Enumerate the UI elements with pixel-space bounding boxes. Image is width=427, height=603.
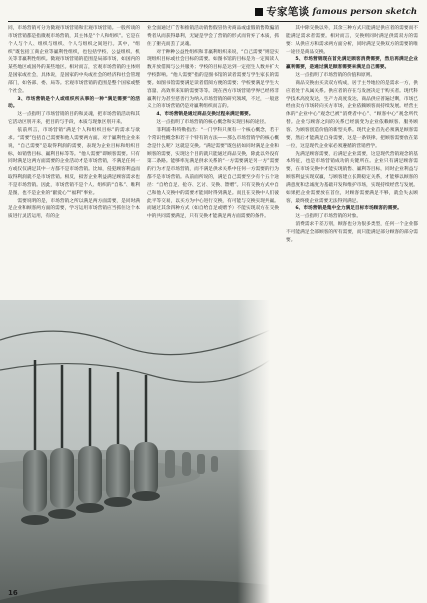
paragraph: 菲利浦·科特勒指出：“一门学科只须有一个核心概念，若干个常识性概念和若干个特有的方法——那么市场营销学的核心概念是什么呢？这就是交换。“满足需要”既包括如同时满足企业和顾客的需要，实现这个目的就只能通过商品交换，除此以外没有第二条路。能够率先满足供求关系的“一方需要满足另一方”需要的行为才是市场营销，而不满足供求关系中任何一方需要的行为都不是市场营销。从前面所说的，满足自己需要至少有个五个途径：“自给自足、抢夺、乞讨、交换、馈赠”。只有交换方式中自己和他人交换中的需要才能同时得到满足。而且在交换中人们彼此平等交易，以买方为中心进行交换，有可能与交换实现共赢。而通过其余四种方式（如自给自足或赠予）不能实现双方在交换中的共同需要满足，只有交换才能满足两方面需要的条件。	[147, 127, 279, 220]
paragraph: 这一点指明了市场营销的价值和原则。	[295, 73, 376, 79]
text-column-3	[286, 25, 418, 445]
paragraph: 其中除交换以外，其余三种方式只能满足供应者的需要而不能满足需求者需要。相对而言，交换则同时满足供需双方的需要：从供应方和需求两方面分析，同时满足交换双方的需要的唯一途径是商品交换。	[286, 26, 418, 55]
photo-illustration	[0, 300, 270, 603]
page-number: 16	[8, 589, 18, 597]
paragraph: 依前所言，市场营销“满足个人和组织目标”的需求与欲求。“需要”包括自己需要和他人需要两方面。对于赢利性企业来说，“自己需要”是取得利润的需要，表现为企业目标和组织目标，如销售目标、赢利目标等等。“他人需要”即顾客需要。只有同时满足这两方面需要的企业活动才是市场营销，不满足任何一方或仅仅满足其中一方都不是市场营销。比如，侵犯顾客利益而取得利润就不是市场营销。相反，损害企业利益满足顾客需求也不是市场营销。因此，市场营销不是个人、组织的“自私”、唯利是图，也不是企业的“献爱心”“福利”事业。	[8, 127, 140, 196]
paragraph: 这一点指明了市场营销的核心概念和实现目标的途径。	[156, 120, 269, 126]
paragraph: 这一点指明了市场营销的目的和灵魂，把市场营销活动和其它活动区别开来，把目的与手段，本质与现象区别开来。	[8, 112, 140, 126]
section-heading: 6、市场营销是集中全力满足目标市场顾客的需要。	[295, 206, 402, 212]
header-divider	[8, 21, 419, 22]
telephone-handsets-photo	[0, 300, 270, 603]
header-square-icon	[255, 8, 263, 16]
paragraph: 同，市场营销可分为微观市场营销和宏观市场营销。一般所谈的市场营销都是指微观市场营销，其主体是“个人和组织”。它是在个人与个人、组织与组织、个人与组织之间进行。其中，“组织”既包括工商企业等赢利性组织，也包括学校、公益组织、机关等非赢利性组织。微观市场营销的范围是局部市场，如国内的某些地区或国外的某些地区。相对而言，宏观市场营销的主体则是国家或社会，具体说，是国家的中央或社会的经济和社会管理部门，如各部、委、局等。宏观市场营销的范围是整个国家或整个社会。	[8, 26, 140, 94]
section-subtitle-en: famous person sketch	[312, 6, 417, 17]
section-header	[255, 3, 417, 20]
paragraph: 先满足顾客需要，后满足企业需要，这是现代营销观念的基本特征，也是市场营销成功的关键所在。企业只有满足顾客需要，在市场交换中才能实现销售、赢利等目标，同时企业利益与顾客利益实现双赢，与顾客建立长期稳定关系，才能够以顾客的满意度和忠诚度为基础开发和维护市场，实现持续经营与发展。如果把企业需要放在首位，对顾客需要满足不够，就会失去顾客，最终使企业需要无法得到满足。	[286, 151, 418, 204]
paragraph: 需要说明的是，市场营销之所以满足两方面需要，是同时满足企业和顾客两方面的需要，学习运用市场营销应当抓住这个本质进行灵活运用，有的企	[8, 198, 140, 220]
paragraph: 消费需求千差万别，顾客也分为很多类型，任何一个企业都不可能满足全部顾客的所有需要，而只能满足部分顾客的部分需要。	[286, 222, 418, 243]
section-heading: 3、市场营销是个人或组织所从事的一种“满足需要”的活动。	[8, 96, 140, 110]
paragraph: 这一点指明了市场营销的对象。	[295, 214, 362, 220]
section-heading: 5、市场营销现在首先满足顾客消费需要，然后再满足企业赢利需要，是通过满足顾客需要来满足自己需要。	[286, 57, 418, 71]
paragraph: 业全面通过广告和推销活动销售假冒伪劣商品或虚假销售欺骗消费者从而获得暴利，无疑是学会了营销的形式而背弃了本质，抓住了躯壳而丢了灵魂。	[147, 26, 279, 47]
section-title: 专家笔谈	[266, 6, 310, 18]
text-column-1	[8, 25, 140, 302]
paragraph: 商品交换由买卖双方构成，居于主导地位的是需求一方，供应者处于从属关系。供应者的存在与发展决定于购买者。现代科学技术高度发达，生产力高度发达，商品供应普遍过剩，市场已经由卖方市场转向买方市场，企业依赖顾客而持续发展。经营主体的“企业中心”观念已被“消费者中心”、“顾客中心”观念所代替。企业与顾客之间的关系已经演变为企业依赖顾客、服务顾客、为顾客创造价值的新型关系。现代企业首先必须满足顾客需要，然后才能满足自身需要，这是一条铁律。把顾客需要放在第一位，这是现代企业家必须遵循的营销哲学。	[286, 80, 418, 149]
section-heading: 4、市场营销是通过商品交换过程来满足需要。	[156, 112, 254, 118]
paragraph: 对于种种公益性组织和非赢利组织来说，“自己需要”则是实现组织目标或社会目标的需要。如图书馆的目标是为一定阅读人数开放借阅与公共服务；学校的目标是达到一定招生人数并扩大学校影响。“他人需要”指的是图书馆的读者需要与学生家长的需要。如图书馆需要满足读者借阅方便的需要；学校要满足学生大容量、高效率来知的需要等等。现在西方市场营销学界已经将非赢利行为甚至慈善行为纳入市场营销的研究领域，不过，一般意义上的市场营销仍是对赢利组织而言的。	[147, 49, 279, 110]
